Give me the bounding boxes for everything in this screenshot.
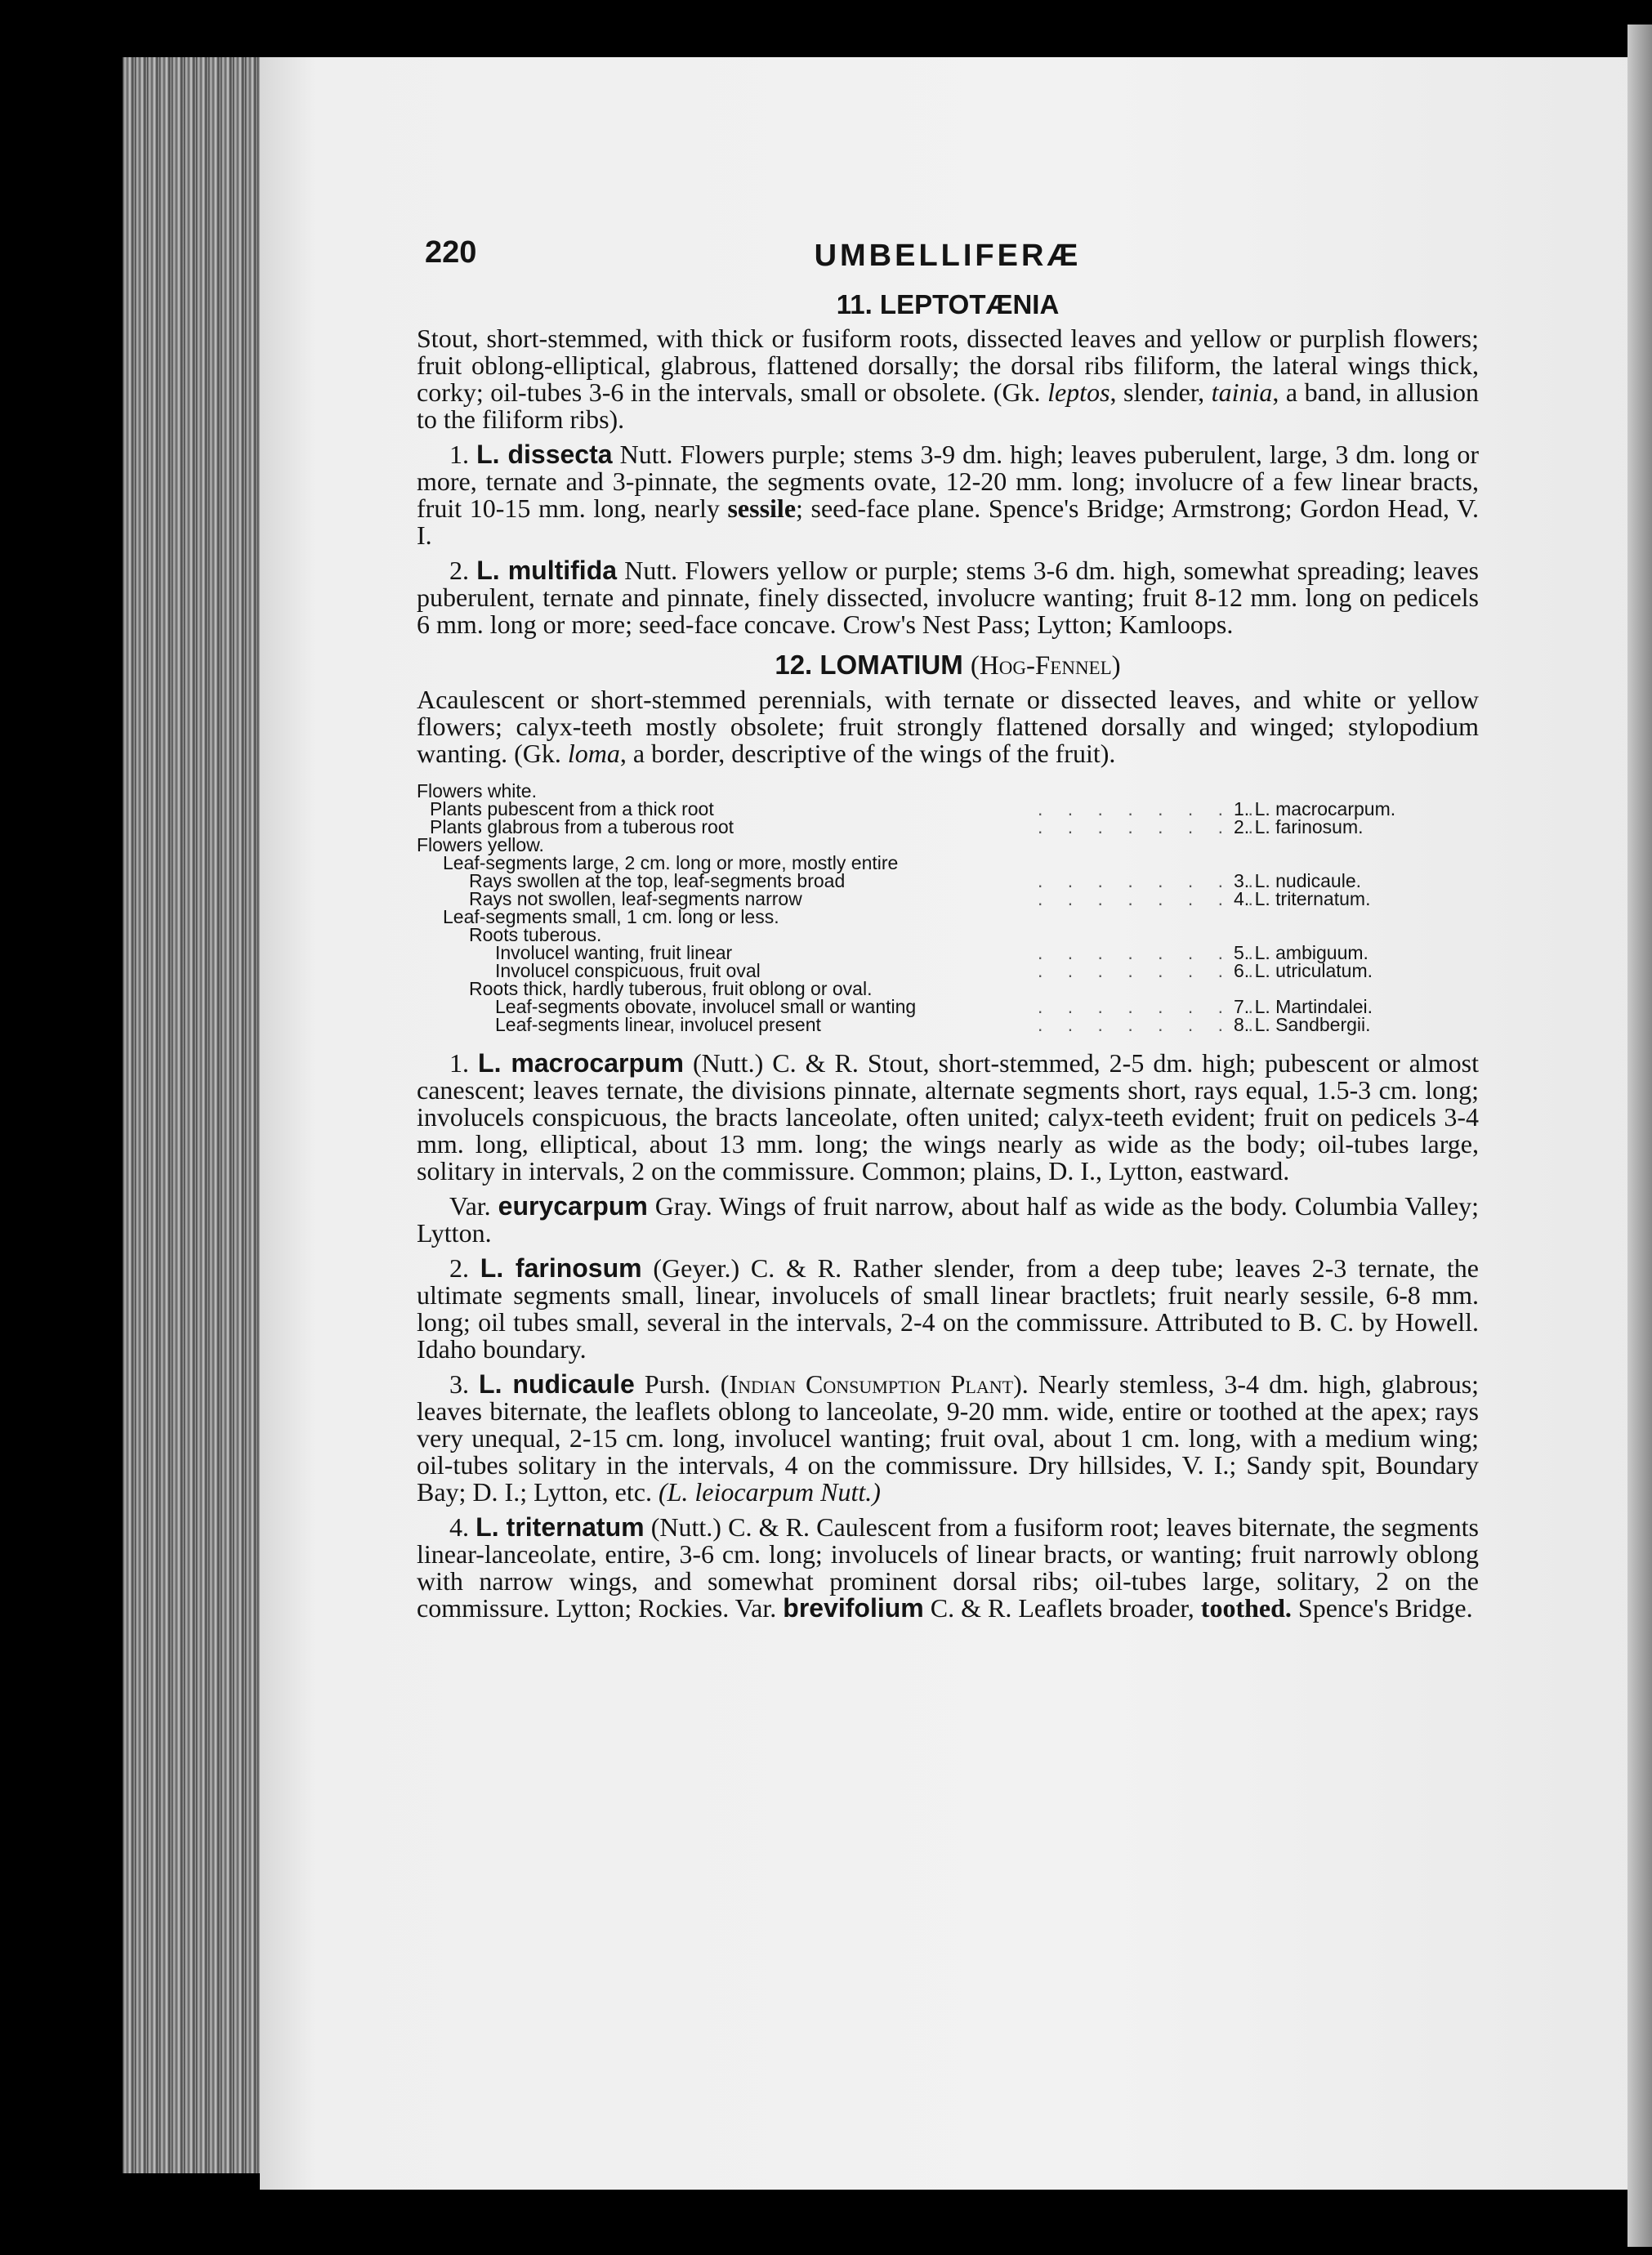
key-line-text: Roots thick, hardly tuberous, fruit oblong or oval. [469, 978, 873, 999]
key-line [417, 818, 1479, 836]
key-line [417, 890, 1479, 908]
key-line-text: Involucel conspicuous, fruit oval [495, 960, 761, 981]
key-line [417, 944, 1479, 962]
key-leader-dots: . . . . . . . . [1038, 996, 1263, 1017]
key-line [417, 782, 1479, 800]
species-entry-multifida: 2. L. multifida Nutt. Flowers yellow or purple; stems 3-6 dm. high, somewhat spreading; leaves puberulent, ternate and pinnate, finely dissected, involucre wanting; fruit 8-12 mm. long on pedicels 6 mm. long or more; seed-face concave. Crow's Nest Pass; Lytton; Kamloops. [417, 556, 1479, 639]
key-line [417, 962, 1479, 980]
key-line-result: 2. L. farinosum. [1234, 816, 1364, 837]
key-line-result: 1. L. macrocarpum. [1234, 798, 1396, 819]
identification-key [417, 782, 1479, 1034]
book-page-edges [123, 57, 270, 2173]
key-leader-dots: . . . . . . . . [1038, 870, 1263, 891]
key-line [417, 998, 1479, 1016]
variety-entry-eurycarpum: Var. eurycarpum Gray. Wings of fruit narrow, about half as wide as the body. Columbia Valley; Lytton. [417, 1191, 1480, 1248]
key-line-result: 8. L. Sandbergii. [1234, 1014, 1371, 1035]
page-content [417, 221, 1479, 1630]
running-head [417, 221, 1479, 278]
genus-heading-lomatium: 12. LOMATIUM (Hog-Fennel) [775, 650, 1121, 681]
genus-description-leptotaenia: Stout, short-stemmed, with thick or fusiform roots, dissected leaves and yellow or purplish flowers; fruit oblong-elliptical, glabrous, flattened dorsally; the dorsal ribs filiform, the lateral wings thick, corky; oil-tubes 3-6 in the intervals, small or obsolete. (Gk. leptos, slender, tainia, a band, in allusion to the filiform ribs). [417, 324, 1480, 434]
species-entry-macrocarpum: 1. L. macrocarpum (Nutt.) C. & R. Stout, short-stemmed, 2-5 dm. high; pubescent or almost canescent; leaves ternate, the divisions pinnate, alternate segments short, rays equal, 1.5-3 cm. long; involucels conspicuous, the bracts lanceolate, often united; calyx-teeth evident; fruit on pedicels 3-4 mm. long, elliptical, about 13 mm. long; the wings nearly as wide as the body; oil-tubes large, solitary in intervals, 2 on the commissure. Common; plains, D. I., Lytton, eastward. [417, 1048, 1479, 1186]
key-line-result: 4. L. triternatum. [1234, 888, 1371, 909]
key-leader-dots: . . . . . . . . [1038, 798, 1263, 819]
key-leader-dots: . . . . . . . . [1038, 960, 1263, 981]
key-line-text: Rays not swollen, leaf-segments narrow [469, 888, 802, 909]
key-line [417, 1016, 1479, 1034]
key-line-text: Flowers yellow. [417, 834, 544, 855]
genus-heading-leptotaenia: 11. LEPTOTÆNIA [836, 289, 1060, 319]
key-line [417, 854, 1479, 872]
key-line [417, 872, 1479, 890]
key-line-text: Plants glabrous from a tuberous root [430, 816, 734, 837]
key-line-result: 6. L. utriculatum. [1234, 960, 1373, 981]
key-leader-dots: . . . . . . . . [1038, 942, 1263, 963]
scanner-edge [1627, 25, 1652, 2247]
species-entry-farinosum: 2. L. farinosum (Geyer.) C. & R. Rather slender, from a deep tube; leaves 2-3 ternate, the ultimate segments small, linear, involucels of small linear bractlets; fruit nearly sessile, 6-8 mm. long; oil tubes small, several in the intervals, 2-4 on the commissure. Attributed to B. C. by Howell. Idaho boundary. [417, 1253, 1480, 1364]
key-leader-dots: . . . . . . . . [1038, 816, 1263, 837]
key-line-text: Rays swollen at the top, leaf-segments broad [469, 870, 846, 891]
key-line [417, 836, 1479, 854]
key-line-result: 3. L. nudicaule. [1234, 870, 1362, 891]
key-line-text: Leaf-segments large, 2 cm. long or more, mostly entire [443, 852, 899, 873]
key-line-text: Plants pubescent from a thick root [430, 798, 714, 819]
species-entry-nudicaule: 3. L. nudicaule Pursh. (Indian Consumption Plant). Nearly stemless, 3-4 dm. high, glabrous; leaves biternate, the leaflets oblong to lanceolate, 9-20 mm. wide, entire or toothed at the apex; rays very unequal, 2-15 cm. long, involucel wanting; fruit oval, about 1 cm. long, with a medium wing; oil-tubes solitary in the intervals, 4 on the commissure. Dry hillsides, V. I.; Sandy spit, Boundary Bay; D. I.; Lytton, etc. (L. leiocarpum Nutt.) [417, 1369, 1480, 1507]
page-number: 220 [425, 235, 477, 270]
key-line-text: Flowers white. [417, 780, 537, 802]
key-line-result: 7. L. Martindalei. [1234, 996, 1373, 1017]
key-line [417, 926, 1479, 944]
key-line-text: Roots tuberous. [469, 924, 602, 945]
genus-description-lomatium: Acaulescent or short-stemmed perennials, with ternate or dissected leaves, and white or yellow flowers; calyx-teeth mostly obsolete; fruit strongly flattened dorsally and winged; stylopodium wanting. (Gk. loma, a border, descriptive of the wings of the fruit). [417, 685, 1479, 768]
key-line-result: 5. L. ambiguum. [1234, 942, 1368, 963]
key-line-text: Leaf-segments linear, involucel present [495, 1014, 821, 1035]
key-line [417, 980, 1479, 998]
key-line-text: Leaf-segments obovate, involucel small or wanting [495, 996, 917, 1017]
key-line [417, 800, 1479, 818]
key-line-text: Involucel wanting, fruit linear [495, 942, 733, 963]
species-entry-dissecta: 1. L. dissecta Nutt. Flowers purple; stems 3-9 dm. high; leaves puberulent, large, 3 dm. long or more, ternate and 3-pinnate, the segments ovate, 12-20 mm. long; involucre of a few linear bracts, fruit 10-15 mm. long, nearly sessile; seed-face plane. Spence's Bridge; Armstrong; Gordon Head, V. I. [417, 440, 1480, 550]
key-leader-dots: . . . . . . . . [1038, 888, 1263, 909]
running-title: UMBELLIFERÆ [814, 239, 1082, 273]
key-leader-dots: . . . . . . . . [1038, 1014, 1263, 1035]
species-entry-triternatum: 4. L. triternatum (Nutt.) C. & R. Caulescent from a fusiform root; leaves biternate, the segments linear-lanceolate, entire, 3-6 cm. long; involucels of linear bracts, or wanting; fruit narrowly oblong with narrow wings, and somewhat prominent dorsal ribs; oil-tubes large, solitary, 2 on the commissure. Lytton; Rockies. Var. brevifolium C. & R. Leaflets broader, toothed. Spence's Bridge. [417, 1512, 1480, 1623]
key-line [417, 908, 1479, 926]
key-line-text: Leaf-segments small, 1 cm. long or less. [443, 906, 779, 927]
